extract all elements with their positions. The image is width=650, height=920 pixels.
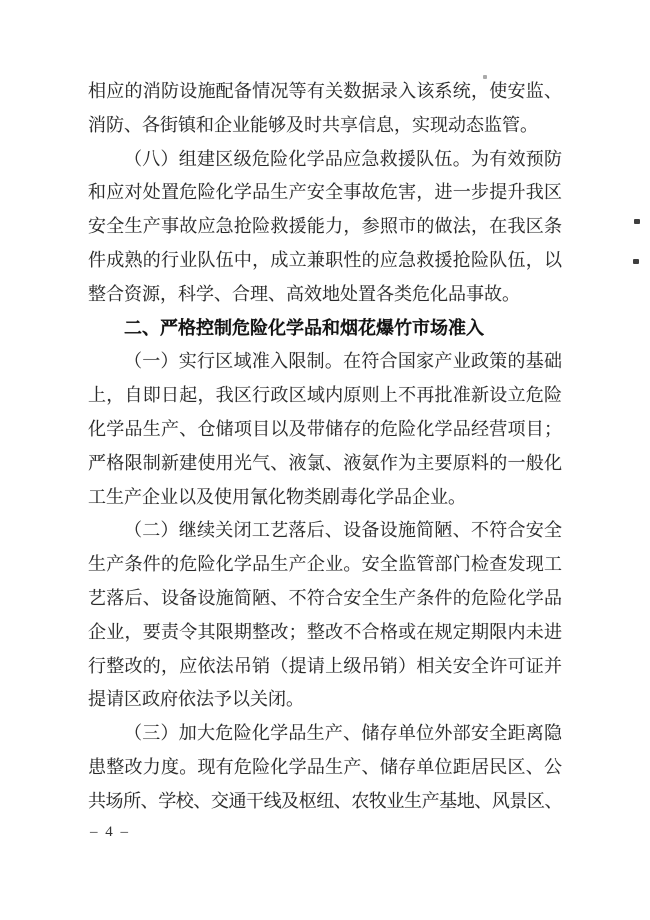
text-line: 生产条件的危险化学品生产企业。安全监管部门检查发现工 xyxy=(88,554,562,575)
text-line: 和应对处置危险化学品生产安全事故危害，进一步提升我区 xyxy=(88,182,562,203)
text-line: 患整改力度。现有危险化学品生产、储存单位距居民区、公 xyxy=(88,756,562,777)
text-line: 行整改的，应依法吊销（提请上级吊销）相关安全许可证并 xyxy=(88,655,562,676)
text-line: 共场所、学校、交通干线及枢纽、农牧业生产基地、风景区、 xyxy=(88,790,562,811)
text-line: 企业，要责令其限期整改；整改不合格或在规定期限内未进 xyxy=(88,621,562,642)
text-line: 安全生产事故应急抢险救援能力，参照市的做法，在我区条 xyxy=(88,216,562,237)
text-line: （一）实行区域准入限制。在符合国家产业政策的基础 xyxy=(124,351,562,372)
scan-speck xyxy=(483,75,487,79)
text-line: 件成熟的行业队伍中，成立兼职性的应急救援抢险队伍，以 xyxy=(88,249,562,270)
text-line: 相应的消防设施配备情况等有关数据录入该系统，使安监、 xyxy=(88,81,562,101)
text-line: 工生产企业以及使用氰化物类剧毒化学品企业。 xyxy=(88,486,466,507)
scan-speck xyxy=(633,259,639,264)
document-body xyxy=(88,75,562,819)
text-line: 消防、各街镇和企业能够及时共享信息，实现动态监管。 xyxy=(88,114,538,135)
text-line: 艺落后、设备设施简陋、不符合安全生产条件的危险化学品 xyxy=(88,587,562,608)
text-line: 严格限制新建使用光气、液氯、液氨作为主要原料的一般化 xyxy=(88,452,562,473)
page-number: – 4 – xyxy=(90,824,130,840)
section-heading: 二、严格控制危险化学品和烟花爆竹市场准入 xyxy=(124,317,484,338)
text-line: 上，自即日起，我区行政区域内原则上不再批准新设立危险 xyxy=(88,385,562,406)
text-line: （八）组建区级危险化学品应急救援队伍。为有效预防 xyxy=(124,148,562,169)
text-line: 化学品生产、仓储项目以及带储存的危险化学品经营项目； xyxy=(88,418,562,439)
text-line: 提请区政府依法予以关闭。 xyxy=(88,689,304,710)
scan-speck xyxy=(634,219,640,224)
text-line: （三）加大危险化学品生产、储存单位外部安全距离隐 xyxy=(124,723,562,744)
text-line: （二）继续关闭工艺落后、设备设施简陋、不符合安全 xyxy=(124,520,562,541)
text-line: 整合资源，科学、合理、高效地处置各类危化品事故。 xyxy=(88,283,520,304)
